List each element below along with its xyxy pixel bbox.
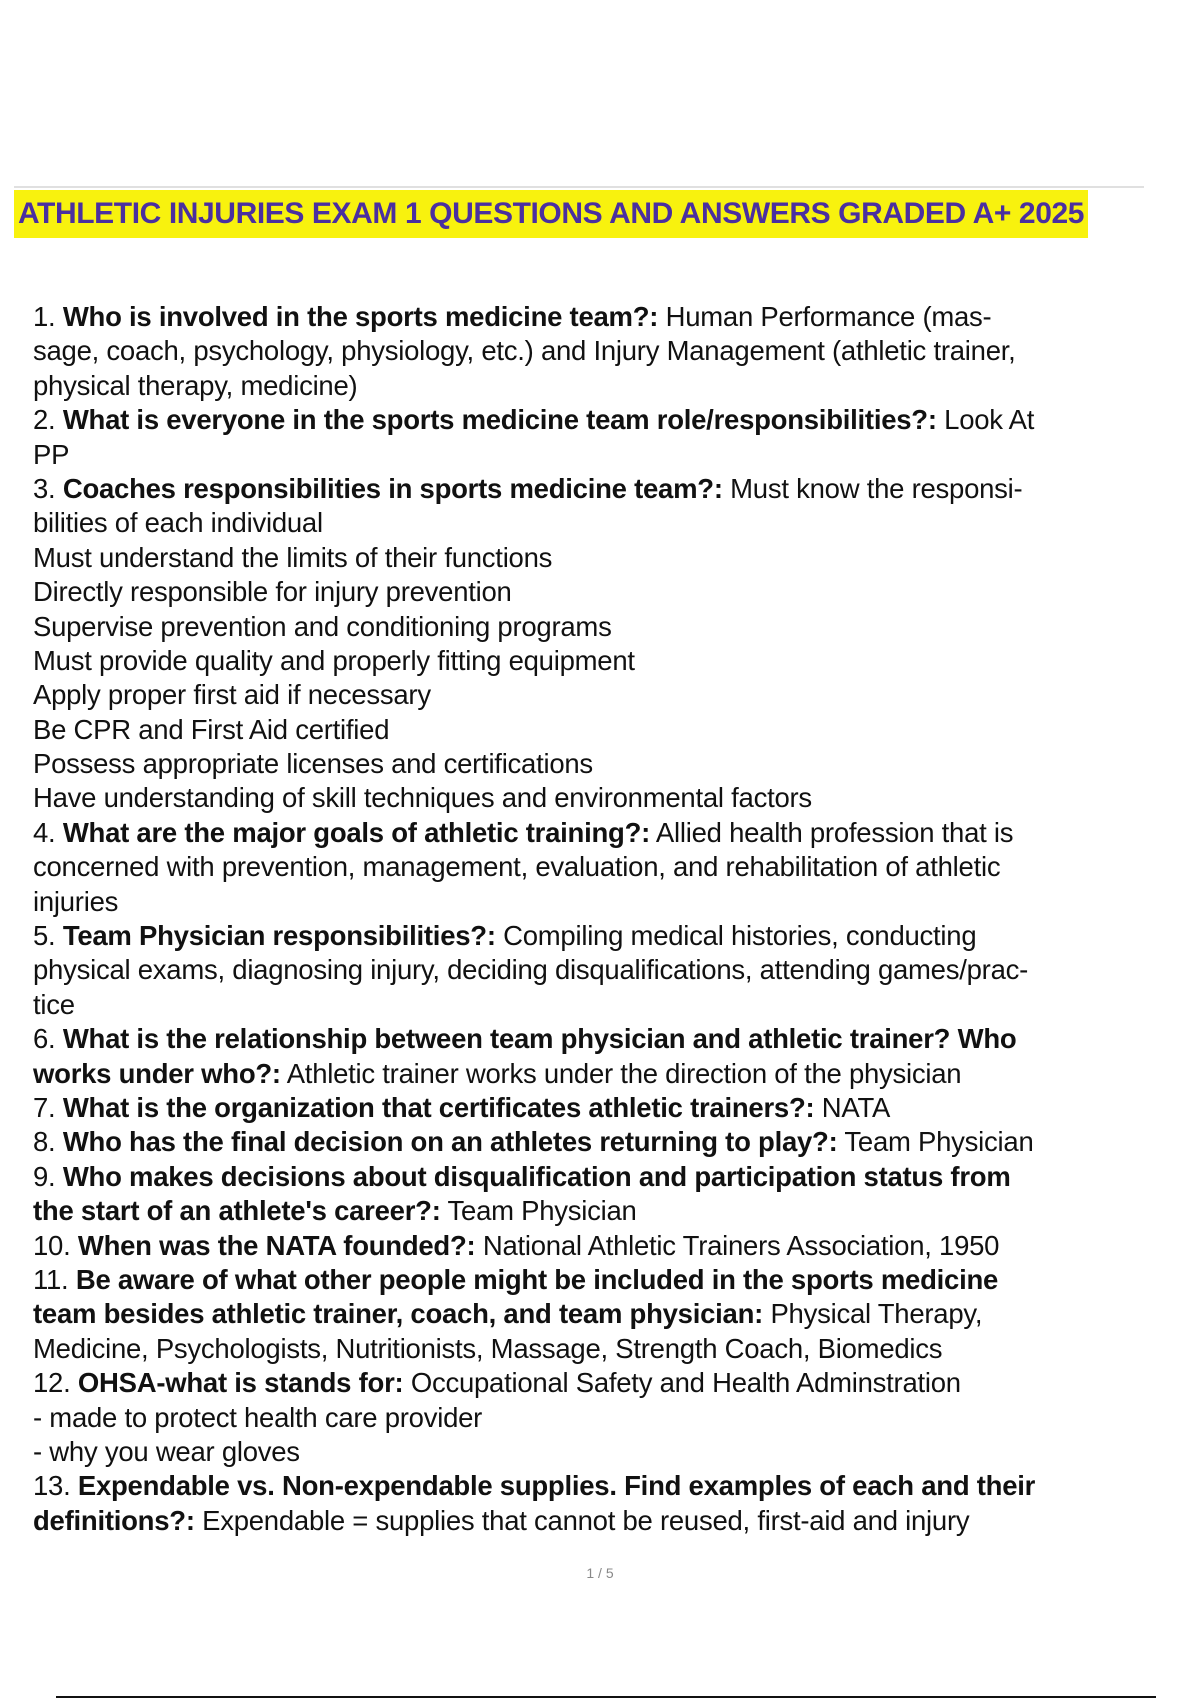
question-number: 5. xyxy=(33,920,63,952)
question-number: 3. xyxy=(33,472,63,504)
answer-text: physical exams, diagnosing injury, deciding disqualifications, attending games/prac- xyxy=(33,954,1029,986)
question-text: OHSA-what is stands for: xyxy=(77,1367,404,1399)
question-text: Coaches responsibilities in sports medicine team?: xyxy=(62,472,723,504)
question-number: 8. xyxy=(33,1126,63,1158)
text-line xyxy=(33,885,1181,919)
question-number: 4. xyxy=(33,816,63,848)
question-text: What are the major goals of athletic training?: xyxy=(62,816,651,848)
answer-text: Physical Therapy, xyxy=(763,1298,983,1330)
text-line xyxy=(33,472,1181,506)
text-line xyxy=(33,1401,1181,1435)
text-line xyxy=(33,334,1181,368)
footer-divider xyxy=(56,1696,1156,1698)
answer-text: Occupational Safety and Health Adminstration xyxy=(403,1367,961,1399)
question-number: 7. xyxy=(33,1091,63,1123)
question-number: 11. xyxy=(33,1263,76,1295)
question-number: 12. xyxy=(33,1367,78,1399)
header-divider xyxy=(14,186,1144,188)
answer-text: concerned with prevention, management, evaluation, and rehabilitation of athletic xyxy=(33,851,1001,883)
text-line xyxy=(33,644,1181,678)
answer-text: Allied health profession that is xyxy=(650,816,1014,848)
answer-text: Look At xyxy=(936,404,1035,436)
question-number: 13. xyxy=(33,1470,78,1502)
question-text: What is the organization that certificates athletic trainers?: xyxy=(62,1091,815,1123)
answer-text: tice xyxy=(33,988,75,1020)
question-text: Who is involved in the sports medicine team?: xyxy=(62,301,659,332)
question-number: 2. xyxy=(33,404,63,436)
text-line xyxy=(33,781,1181,815)
answer-text: sage, coach, psychology, physiology, etc.) and Injury Management (athletic trainer, xyxy=(33,335,1016,367)
answer-text: Apply proper first aid if necessary xyxy=(33,679,431,711)
text-line xyxy=(33,1125,1181,1159)
answer-text: Must understand the limits of their functions xyxy=(33,541,553,573)
text-line xyxy=(33,1263,1181,1297)
answer-text: Human Performance (mas- xyxy=(658,301,992,332)
answer-text: Team Physician xyxy=(837,1126,1034,1158)
question-text: the start of an athlete's career?: xyxy=(33,1195,441,1227)
document-title: ATHLETIC INJURIES EXAM 1 QUESTIONS AND ANSWERS GRADED A+ 2025 xyxy=(14,190,1088,238)
text-line xyxy=(33,610,1181,644)
text-line xyxy=(33,300,1181,334)
answer-text: - why you wear gloves xyxy=(33,1435,300,1467)
text-line xyxy=(33,506,1181,540)
text-line xyxy=(33,575,1181,609)
text-line xyxy=(33,1504,1181,1538)
question-text: Be aware of what other people might be included in the sports medicine xyxy=(75,1263,999,1295)
text-line xyxy=(33,1435,1181,1469)
question-text: definitions?: xyxy=(33,1504,195,1536)
answer-text: Must know the responsi- xyxy=(722,472,1023,504)
answer-text: physical therapy, medicine) xyxy=(33,369,358,401)
question-number: 9. xyxy=(33,1160,63,1192)
text-line xyxy=(33,1022,1181,1056)
answer-text: Medicine, Psychologists, Nutritionists, Massage, Strength Coach, Biomedics xyxy=(33,1332,943,1364)
answer-text: Be CPR and First Aid certified xyxy=(33,713,390,745)
answer-text: Have understanding of skill techniques and environmental factors xyxy=(33,782,812,814)
question-text: When was the NATA founded?: xyxy=(77,1229,476,1261)
question-text: team besides athletic trainer, coach, and team physician: xyxy=(33,1298,764,1330)
text-line xyxy=(33,1091,1181,1125)
question-number: 1. xyxy=(33,301,63,332)
answer-text: Team Physician xyxy=(440,1195,637,1227)
question-text: What is the relationship between team physician and athletic trainer? Who xyxy=(62,1023,1017,1055)
text-line xyxy=(33,438,1181,472)
text-line xyxy=(33,1332,1181,1366)
question-text: Who makes decisions about disqualification and participation status from xyxy=(62,1160,1011,1192)
answer-text: Must provide quality and properly fitting equipment xyxy=(33,644,635,676)
answer-text: Supervise prevention and conditioning programs xyxy=(33,610,612,642)
answer-text: Possess appropriate licenses and certifications xyxy=(33,748,593,780)
question-text: What is everyone in the sports medicine team role/responsibilities?: xyxy=(62,404,937,436)
text-line xyxy=(33,1057,1181,1091)
question-text: Expendable vs. Non-expendable supplies. Find examples of each and their xyxy=(77,1470,1036,1502)
text-line xyxy=(33,403,1181,437)
text-line xyxy=(33,988,1181,1022)
answer-text: NATA xyxy=(814,1091,891,1123)
text-line xyxy=(33,713,1181,747)
answer-text: bilities of each individual xyxy=(33,507,323,539)
page-number: 1 / 5 xyxy=(586,1565,614,1581)
question-text: works under who?: xyxy=(33,1057,281,1089)
text-line xyxy=(33,1297,1181,1331)
text-line xyxy=(33,1366,1181,1400)
answer-text: Compiling medical histories, conducting xyxy=(495,920,977,952)
text-line xyxy=(33,541,1181,575)
text-line xyxy=(33,747,1181,781)
answer-text: Expendable = supplies that cannot be reused, first-aid and injury xyxy=(194,1504,970,1536)
answer-text: National Athletic Trainers Association, 1950 xyxy=(475,1229,1000,1261)
answer-text: Directly responsible for injury prevention xyxy=(33,576,512,608)
text-line xyxy=(33,953,1181,987)
answer-text: PP xyxy=(33,438,70,470)
text-line xyxy=(33,850,1181,884)
text-line xyxy=(33,919,1181,953)
text-line xyxy=(33,816,1181,850)
question-number: 10. xyxy=(33,1229,78,1261)
text-line xyxy=(33,1469,1181,1503)
text-line xyxy=(33,1194,1181,1228)
answer-text: - made to protect health care provider xyxy=(33,1401,483,1433)
question-number: 6. xyxy=(33,1023,63,1055)
answer-text: injuries xyxy=(33,885,119,917)
text-line xyxy=(33,1160,1181,1194)
question-text: Who has the final decision on an athletes returning to play?: xyxy=(62,1126,838,1158)
text-line xyxy=(33,369,1181,403)
question-text: Team Physician responsibilities?: xyxy=(62,920,496,952)
answer-text: Athletic trainer works under the direction of the physician xyxy=(280,1057,962,1089)
text-line xyxy=(33,1229,1181,1263)
qa-content xyxy=(33,300,1181,1538)
text-line xyxy=(33,678,1181,712)
